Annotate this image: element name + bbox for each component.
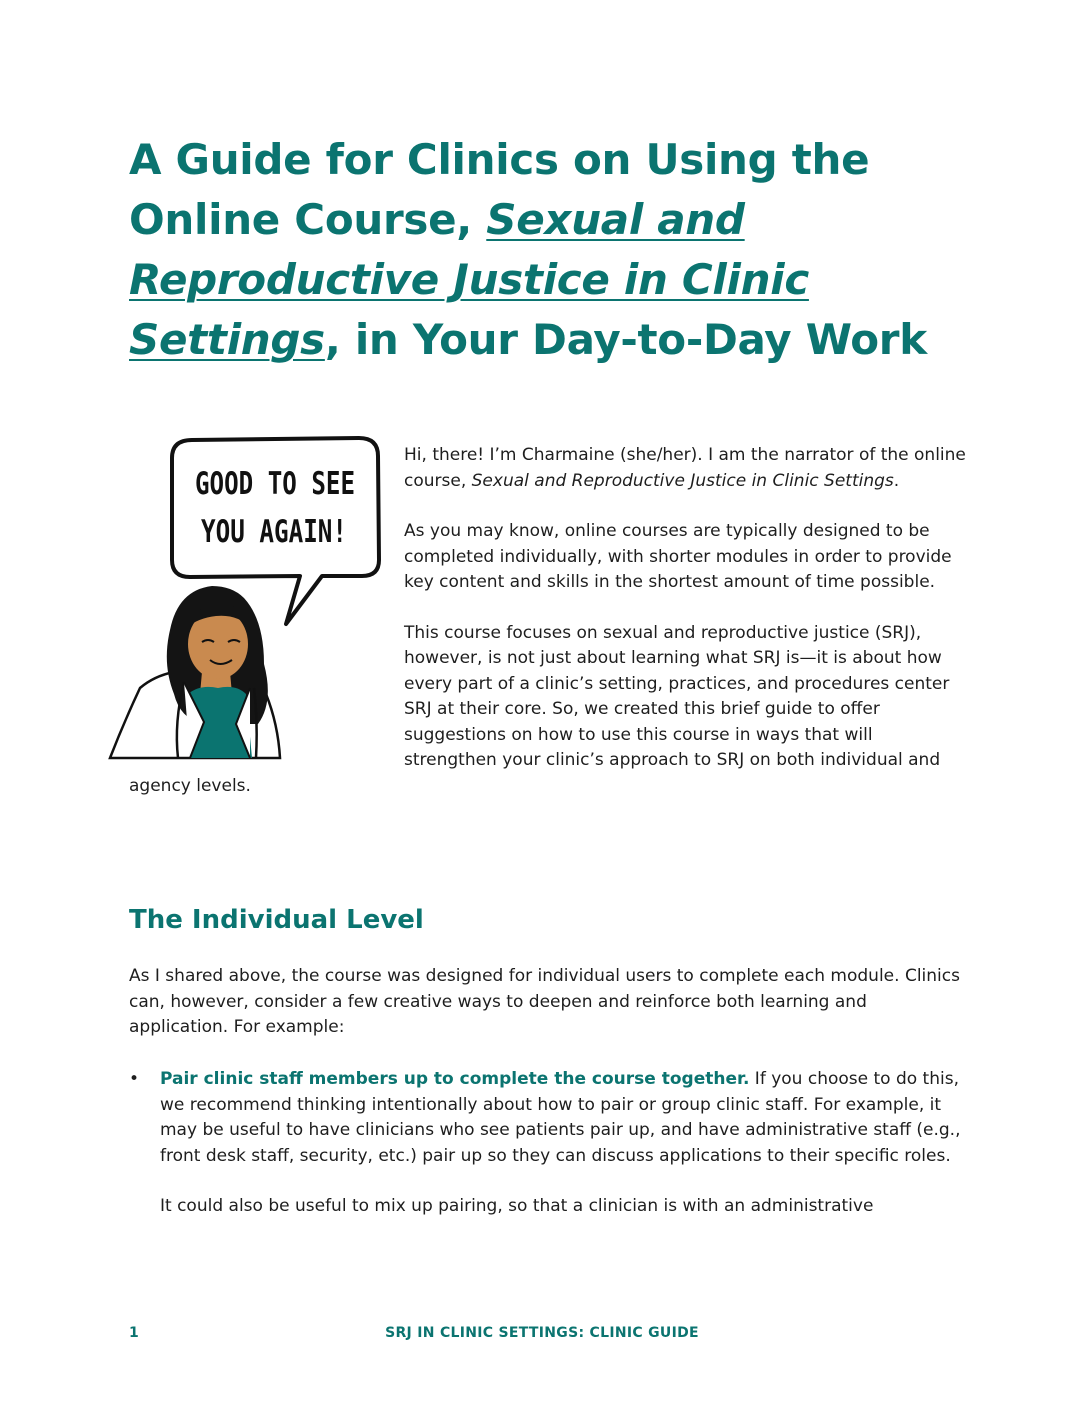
- intro-paragraph-3: This course focuses on sexual and reproductive justice (SRJ), however, is not just about learning what SRJ is—it is about how every part of a clinic’s setting, practices, and procedures center SRJ at their core. So, we created this brief guide to offer suggestions on how to use this course in ways that will strengthen your clinic’s approach to SRJ on both individual and agency levels.: [129, 622, 950, 796]
- intro-section: [129, 443, 969, 824]
- speech-line-1: GOOD TO SEE: [195, 466, 355, 502]
- list-item: [129, 1067, 969, 1220]
- section-intro-paragraph: As I shared above, the course was designed for individual users to complete each module. Clinics can, however, consider a few creative ways to deepen and reinforce both learning and application. For example:: [129, 966, 960, 1037]
- speech-line-2: YOU AGAIN!: [201, 514, 347, 550]
- course-title-link[interactable]: Sexual and Reproductive Justice in Clinic Settings: [129, 195, 809, 364]
- intro-paragraph-1: Hi, there! I’m Charmaine (she/her). I am the narrator of the online course, Sexual and Reproductive Justice in Clinic Settings.: [404, 445, 966, 491]
- bullet-continuation: It could also be useful to mix up pairing, so that a clinician is with an administrative: [160, 1196, 874, 1216]
- document-title: A Guide for Clinics on Using the Online Course, Sexual and Reproductive Justice in Clinic Settings, in Your Day-to-Day Work: [129, 135, 927, 364]
- section-heading: The Individual Level: [129, 905, 424, 935]
- page-number: 1: [129, 1325, 139, 1341]
- bullet-marker: •: [129, 1069, 140, 1089]
- footer-title: SRJ IN CLINIC SETTINGS: CLINIC GUIDE: [385, 1325, 699, 1341]
- intro-paragraph-2: As you may know, online courses are typically designed to be completed individually, with shorter modules in order to provide key content and skills in the shortest amount of time possible.: [404, 521, 952, 592]
- recommendations-list: [129, 1067, 969, 1245]
- bullet-text: If you choose to do this, we recommend thinking intentionally about how to pair or group clinic staff. For example, it may be useful to have clinicians who see patients pair up, and have administrative staff (e.g., front desk staff, security, etc.) pair up so they can discuss applications to their specific roles.: [160, 1069, 961, 1166]
- bullet-lead: Pair clinic staff members up to complete the course together.: [160, 1069, 750, 1089]
